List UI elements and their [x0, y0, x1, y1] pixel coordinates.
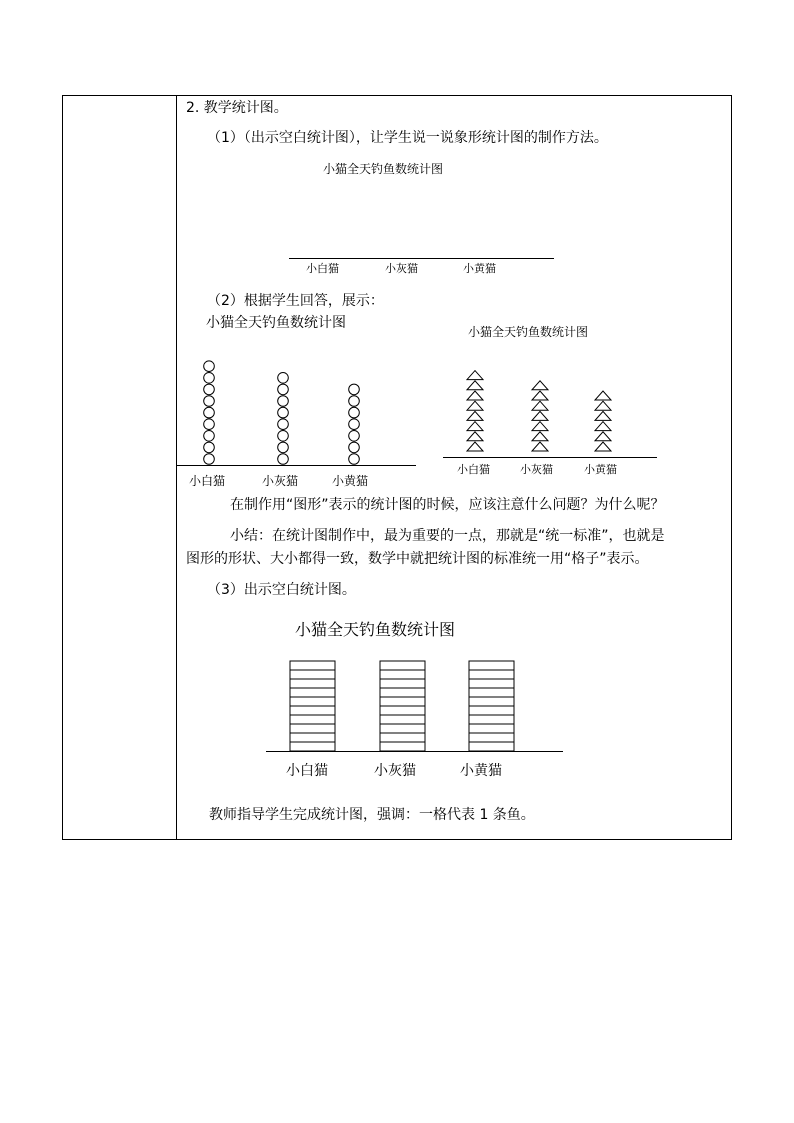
chart3-title: 小猫全天钓鱼数统计图 [468, 325, 589, 339]
chart1-title: 小猫全天钓鱼数统计图 [323, 162, 444, 176]
summary-line-2: 图形的形状、大小都得一致，数学中就把统计图的标准统一用“格子”表示。 [186, 551, 649, 567]
chart2-label: 小白猫 [189, 474, 226, 488]
chart3-label: 小白猫 [457, 463, 490, 476]
chart2-label: 小灰猫 [262, 474, 299, 488]
step-3-text: （3）出示空白统计图。 [207, 582, 356, 598]
question-text: 在制作用“图形”表示的统计图的时候，应该注意什么问题？为什么呢？ [230, 497, 665, 513]
step-1-text: （1）（出示空白统计图），让学生说一说象形统计图的制作方法。 [207, 130, 608, 146]
section-heading: 2. 教学统计图。 [186, 100, 288, 116]
step-2-text: （2）根据学生回答，展示： [207, 293, 384, 309]
summary-line-1: 小结：在统计图制作中，最为重要的一点，那就是“统一标准”，也就是 [230, 528, 665, 544]
chart4-label: 小灰猫 [374, 763, 416, 779]
chart4-axis [266, 751, 563, 752]
chart2-label: 小黄猫 [332, 474, 369, 488]
chart3-label: 小黄猫 [584, 463, 617, 476]
chart1-label: 小灰猫 [385, 262, 418, 275]
chart1-label: 小白猫 [306, 262, 339, 275]
chart2-title: 小猫全天钓鱼数统计图 [206, 315, 346, 331]
chart4-title: 小猫全天钓鱼数统计图 [295, 620, 456, 639]
chart3-label: 小灰猫 [520, 463, 553, 476]
chart4-label: 小白猫 [286, 763, 328, 779]
chart4-label: 小黄猫 [460, 763, 502, 779]
chart1-label: 小黄猫 [463, 262, 496, 275]
closing-text: 教师指导学生完成统计图，强调：一格代表 1 条鱼。 [209, 807, 535, 823]
